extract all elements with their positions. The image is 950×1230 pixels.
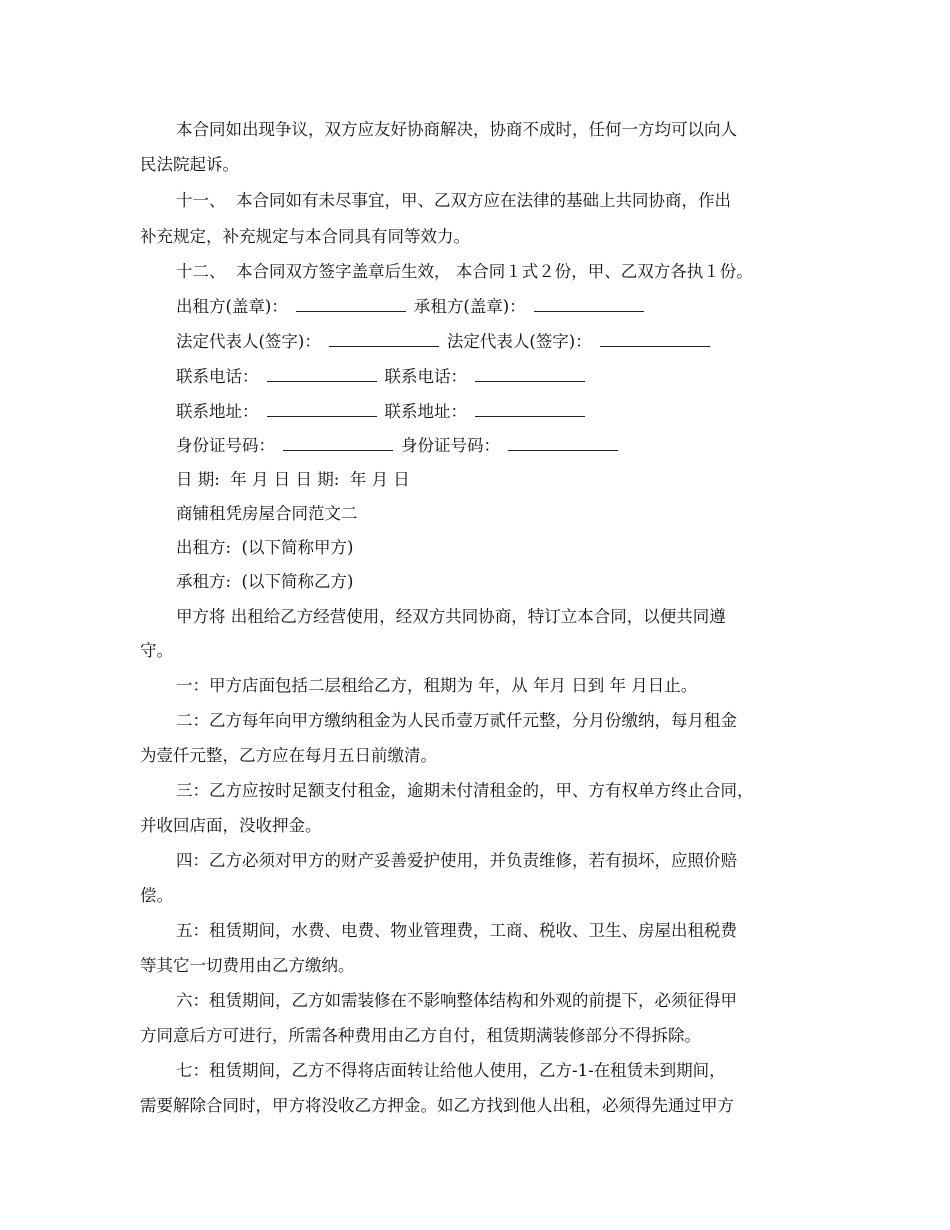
phone-blank-2 bbox=[475, 367, 585, 382]
signature-seal-row bbox=[176, 296, 652, 318]
signature-phone-row bbox=[176, 366, 593, 388]
legal-rep-blank-2 bbox=[600, 332, 710, 347]
clause-6-line1: 六：租赁期间，乙方如需装修在不影响整体结构和外观的前提下，必须征得甲 bbox=[176, 991, 737, 1010]
legal-rep-label-1: 法定代表人(签字)： bbox=[176, 332, 321, 351]
id-label-1: 身份证号码： bbox=[176, 436, 275, 455]
address-label-2: 联系地址： bbox=[384, 402, 467, 421]
second-intro-line2: 守。 bbox=[140, 641, 173, 660]
paragraph-dispute-line1: 本合同如出现争议，双方应友好协商解决，协商不成时，任何一方均可以向人 bbox=[176, 120, 737, 139]
signature-address-row bbox=[176, 401, 593, 423]
lessor-seal-label: 出租方(盖章)： bbox=[176, 297, 288, 316]
clause-11-line2: 补充规定，补充规定与本合同具有同等效力。 bbox=[140, 227, 470, 246]
id-label-2: 身份证号码： bbox=[401, 436, 500, 455]
id-blank-2 bbox=[508, 436, 618, 451]
phone-label-2: 联系电话： bbox=[384, 367, 467, 386]
clause-4-line1: 四：乙方必须对甲方的财产妥善爱护使用，并负责维修，若有损坏，应照价赔 bbox=[176, 851, 737, 870]
clause-5-line2: 等其它一切费用由乙方缴纳。 bbox=[140, 956, 355, 975]
address-label-1: 联系地址： bbox=[176, 402, 259, 421]
clause-7-line2: 需要解除合同时，甲方将没收乙方押金。如乙方找到他人出租，必须得先通过甲方 bbox=[140, 1096, 734, 1115]
lessee-seal-label: 承租方(盖章)： bbox=[413, 297, 526, 316]
clause-5-line1: 五：租赁期间，水费、电费、物业管理费，工商、税收、卫生、房屋出租税费 bbox=[176, 921, 737, 940]
clause-3-line1: 三：乙方应按时足额支付租金，逾期未付清租金的，甲、方有权单方终止合同， bbox=[176, 781, 754, 800]
address-blank-1 bbox=[267, 402, 377, 417]
signature-id-row bbox=[176, 435, 626, 457]
signature-legal-rep-row bbox=[176, 331, 718, 353]
clause-6-line2: 方同意后方可进行，所需各种费用由乙方自付，租赁期满装修部分不得拆除。 bbox=[140, 1026, 701, 1045]
clause-2-line2: 为壹仟元整，乙方应在每月五日前缴清。 bbox=[140, 746, 437, 765]
second-intro-line1: 甲方将 出租给乙方经营使用，经双方共同协商，特订立本合同，以便共同遵 bbox=[176, 607, 726, 626]
lessee-seal-blank bbox=[534, 297, 644, 312]
clause-4-line2: 偿。 bbox=[140, 886, 173, 905]
second-contract-title: 商铺租凭房屋合同范文二 bbox=[176, 504, 358, 523]
clause-7-line1: 七：租赁期间，乙方不得将店面转让给他人使用，乙方-1-在租赁未到期间， bbox=[176, 1061, 726, 1080]
phone-blank-1 bbox=[267, 367, 377, 382]
second-lessor: 出租方: (以下简称甲方) bbox=[176, 538, 354, 557]
clause-12: 十二、 本合同双方签字盖章后生效， 本合同１式２份，甲、乙双方各执１份。 bbox=[176, 262, 753, 281]
phone-label-1: 联系电话： bbox=[176, 367, 259, 386]
signature-date-row: 日 期: 年 月 日 日 期: 年 月 日 bbox=[176, 470, 410, 489]
clause-3-line2: 并收回店面，没收押金。 bbox=[140, 816, 322, 835]
legal-rep-label-2: 法定代表人(签字)： bbox=[446, 332, 592, 351]
clause-2-line1: 二：乙方每年向甲方缴纳租金为人民币壹万贰仟元整，分月份缴纳，每月租金 bbox=[176, 711, 737, 730]
clause-11-line1: 十一、 本合同如有未尽事宜，甲、乙双方应在法律的基础上共同协商，作出 bbox=[176, 191, 731, 210]
address-blank-2 bbox=[475, 402, 585, 417]
legal-rep-blank-1 bbox=[329, 332, 439, 347]
second-lessee: 承租方: (以下简称乙方) bbox=[176, 572, 354, 591]
paragraph-dispute-line2: 民法院起诉。 bbox=[140, 155, 239, 174]
clause-1: 一：甲方店面包括二层租给乙方，租期为 年，从 年月 日到 年 月日止。 bbox=[176, 676, 698, 695]
lessor-seal-blank bbox=[296, 297, 406, 312]
id-blank-1 bbox=[283, 436, 393, 451]
